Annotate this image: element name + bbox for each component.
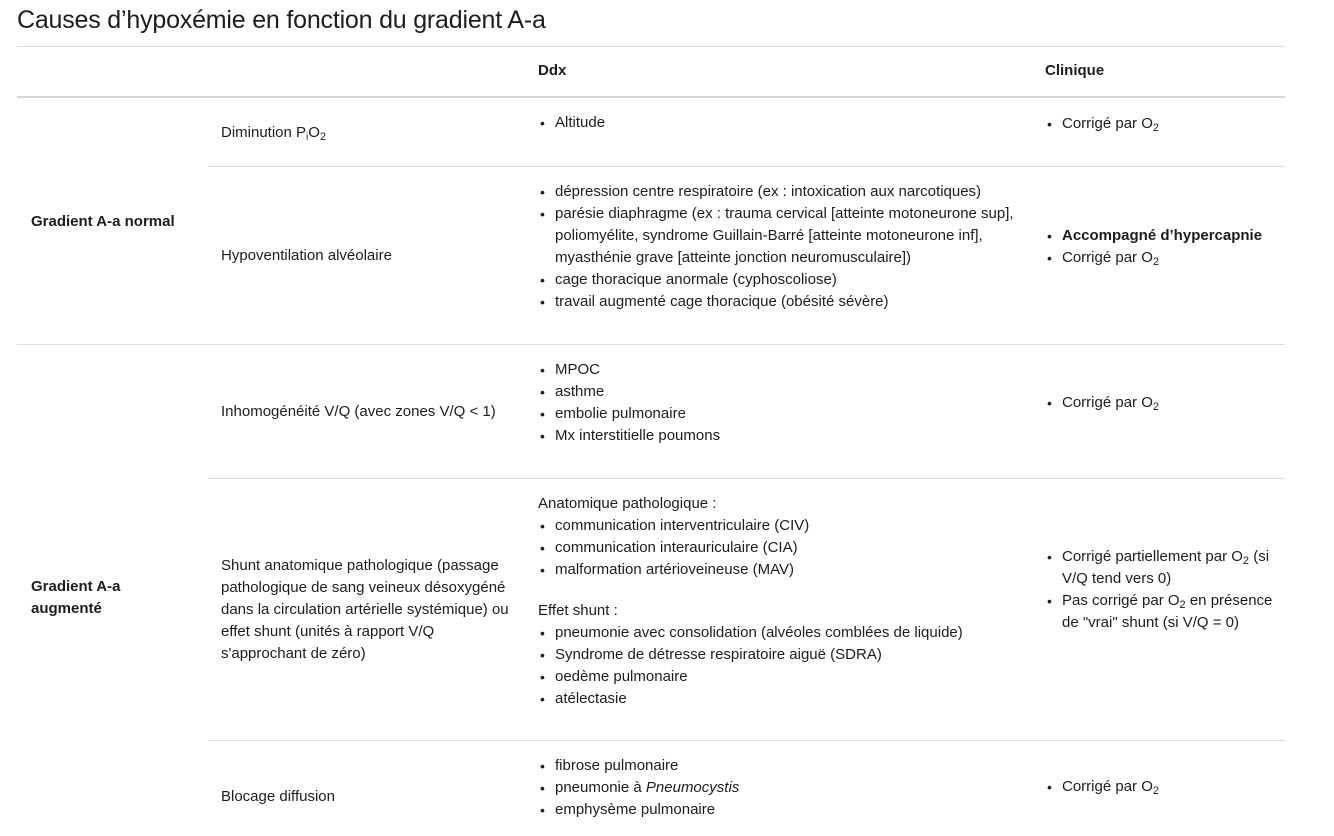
row-divider [208,478,1285,479]
list-item: • travail augmenté cage thoracique (obésité sévère) [555,291,1020,313]
subscript: 2 [1179,599,1186,611]
clinique-list [1045,546,1273,634]
ddx-cell-shunt [538,493,1020,710]
list-item [1062,776,1275,798]
clinique-cell-diffusion [1045,776,1275,798]
cause-cell-vq: Inhomogénéité V/Q (avec zones V/Q < 1) [221,403,496,420]
list-item [1062,590,1273,634]
ddx-list [538,181,1020,313]
list-item: • Syndrome de détresse respiratoire aiguë (SDRA) [555,644,1020,666]
cause-cell-shunt: Shunt anatomique pathologique (passage pathologique de sang veineux désoxygéné dans la circulation artérielle systémique) ou effet shunt (unités à rapport V/Q s'approchant de zéro) [221,557,509,662]
list-item: • MPOC [555,359,1020,381]
list-item: • oedème pulmonaire [555,666,1020,688]
ddx-list [538,359,1020,447]
row-divider [208,166,1285,167]
group-divider [17,344,1285,345]
list-item: • emphysème pulmonaire [555,799,1020,821]
clinique-text: Pas corrigé par O [1062,592,1180,609]
clinique-text: Corrigé par O [1062,115,1153,132]
cause-cell-pio2 [221,122,326,144]
clinique-text: en présence de "vrai" shunt (si V/Q = 0) [1062,592,1273,631]
cause-text: Diminution P [221,124,307,141]
ddx-list [538,755,1020,821]
clinique-text: Corrigé par O [1062,249,1153,266]
clinique-text: Corrigé partiellement par O [1062,548,1243,565]
list-item [1062,247,1285,269]
cause-text: O [308,124,320,141]
list-item: • Altitude [555,112,1018,134]
list-item: • pneumonie avec consolidation (alvéoles comblées de liquide) [555,622,1020,644]
list-item [1062,392,1275,414]
list-item: • Mx interstitielle poumons [555,425,1020,447]
header-rule [17,96,1285,98]
subscript: 2 [1242,555,1250,567]
list-item: • fibrose pulmonaire [555,755,1020,777]
clinique-list [1045,392,1275,414]
subscript: 2 [1152,256,1159,268]
clinique-cell-pio2 [1045,113,1275,135]
list-item: • atélectasie [555,688,1020,710]
ddx-cell-diffusion [538,755,1020,821]
list-item [1062,113,1275,135]
ddx-cell-pio2 [538,112,1018,134]
clinique-list [1045,113,1275,135]
ddx-list [538,112,1018,134]
column-header-ddx: Ddx [538,62,567,79]
page-title: Causes d’hypoxémie en fonction du gradient A-a [17,6,546,34]
group-label-augmente: Gradient A-a augmenté [31,578,121,617]
subscript: 2 [1152,122,1159,134]
ddx-cell-vq [538,359,1020,447]
ddx-subheading: Effet shunt : [538,602,618,619]
list-item: • dépression centre respiratoire (ex : intoxication aux narcotiques) [555,181,1020,203]
clinique-text: Corrigé par O [1062,778,1153,795]
ddx-list [538,622,1020,710]
ddx-cell-hypoventilation [538,181,1020,313]
clinique-text: (si V/Q tend vers 0) [1062,548,1270,587]
cause-cell-hypoventilation: Hypoventilation alvéolaire [221,247,392,264]
spacer [538,581,1020,600]
column-header-clinique: Clinique [1045,62,1105,79]
list-item: • parésie diaphragme (ex : trauma cervical [atteinte motoneurone sup], poliomyélite, syndrome Guillain-Barré [atteinte motoneurone inf], myasthénie grave [atteinte jonction neuromusculaire]) [555,203,1020,269]
list-item: • malformation artérioveineuse (MAV) [555,559,1020,581]
list-item [1062,546,1273,590]
row-divider [208,740,1285,741]
ddx-list [538,515,1020,581]
clinique-list [1045,776,1275,798]
clinique-cell-hypoventilation [1045,225,1285,269]
list-item: • cage thoracique anormale (cyphoscoliose) [555,269,1020,291]
clinique-bold-text: Accompagné d’hypercapnie [1062,227,1263,244]
ddx-subheading: Anatomique pathologique : [538,495,717,512]
table-top-rule [17,46,1285,47]
clinique-cell-shunt [1045,546,1273,634]
ddx-italic-text: Pneumocystis [645,779,740,796]
subscript: 2 [1152,401,1159,413]
ddx-text: pneumonie à [555,779,646,796]
list-item [1062,225,1285,247]
list-item: • asthme [555,381,1020,403]
clinique-list [1045,225,1285,269]
list-item: • communication interauriculaire (CIA) [555,537,1020,559]
subscript: 2 [1152,785,1159,797]
cause-cell-diffusion: Blocage diffusion [221,788,335,805]
list-item [555,777,1020,799]
list-item: • embolie pulmonaire [555,403,1020,425]
subscript: i [306,132,309,143]
list-item: • communication interventriculaire (CIV) [555,515,1020,537]
subscript: 2 [319,131,327,143]
clinique-cell-vq [1045,392,1275,414]
group-label-normal: Gradient A-a normal [31,213,175,230]
clinique-text: Corrigé par O [1062,394,1153,411]
